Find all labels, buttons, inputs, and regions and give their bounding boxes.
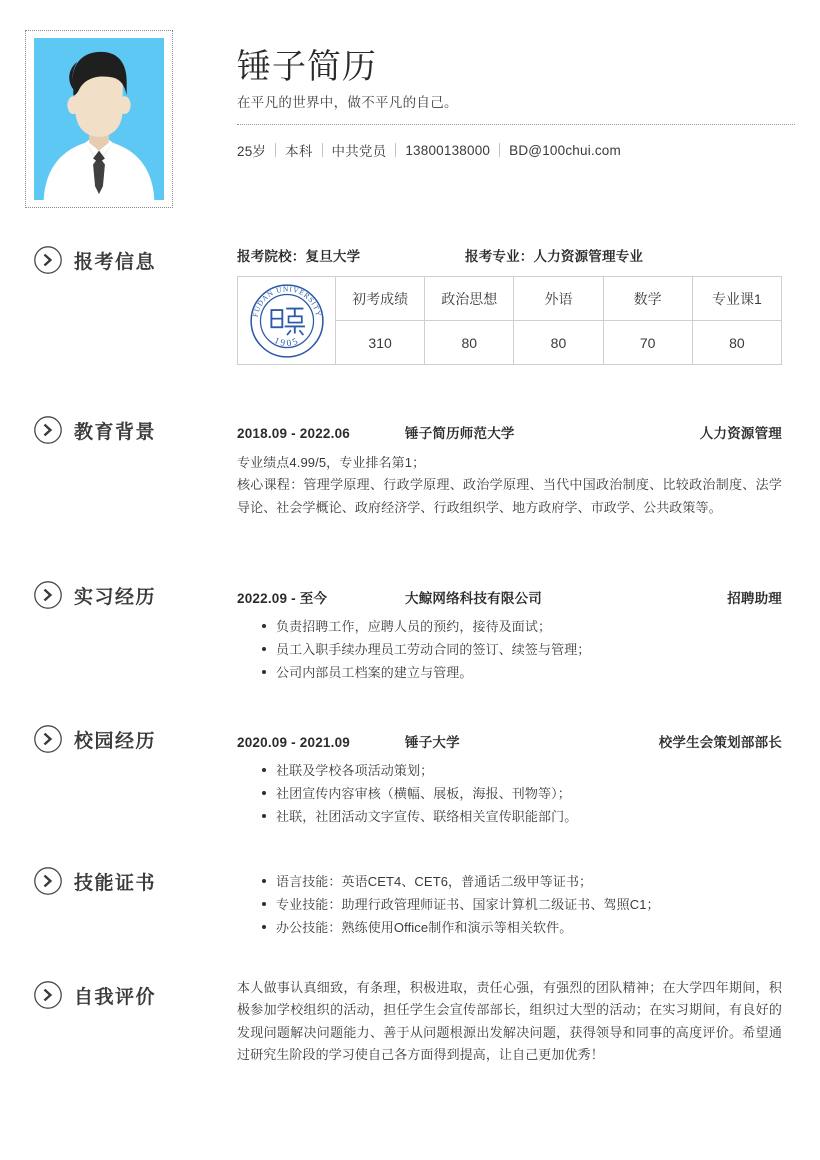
table-value-cell: 70 (603, 321, 692, 365)
contact-political-status: 中共党员 (331, 144, 387, 160)
internship-role: 招聘助理 (727, 591, 782, 606)
campus-role: 校学生会策划部部长 (658, 735, 782, 750)
internship-date: 2022.09 - 至今 (237, 591, 328, 606)
section-title-exam: 报考信息 (74, 251, 157, 273)
internship-company: 大鲸网络科技有限公司 (405, 591, 542, 606)
section-body-campus (237, 731, 782, 828)
university-logo-cell (238, 277, 336, 365)
list-item: 社联，社团活动文字宣传、联络相关宣传职能部门。 (262, 805, 782, 828)
list-item: 语言技能：英语CET4、CET6，普通话二级甲等证书； (262, 870, 782, 893)
list-item: 办公技能：熟练使用Office制作和演示等相关软件。 (262, 916, 782, 939)
section-title-internship: 实习经历 (74, 586, 157, 608)
table-value-cell: 80 (514, 321, 603, 365)
list-item: 公司内部员工档案的建立与管理。 (262, 661, 782, 684)
table-value-cell: 80 (692, 321, 781, 365)
section-body-exam (237, 245, 782, 365)
tagline: 在平凡的世界中，做不平凡的自己。 (237, 95, 458, 111)
contact-separator (499, 143, 500, 157)
list-item: 社团宣传内容审核（横幅、展板，海报、刊物等）； (262, 782, 782, 805)
table-header-cell: 专业课1 (692, 277, 781, 321)
chevron-right-circle-icon (33, 866, 63, 896)
education-school: 锤子简历师范大学 (405, 426, 515, 441)
exam-school-label: 报考院校：复旦大学 (237, 249, 361, 264)
section-header-exam (33, 245, 156, 275)
education-gpa-line: 专业绩点4.99/5，专业排名第1； (237, 455, 426, 470)
contact-separator (322, 143, 323, 157)
chevron-right-circle-icon (33, 724, 63, 754)
chevron-right-circle-icon (33, 245, 63, 275)
education-entry-header (237, 422, 782, 442)
contact-age: 25岁 (237, 144, 267, 160)
internship-duties (237, 615, 782, 684)
contact-info (237, 140, 795, 160)
section-title-education: 教育背景 (74, 421, 157, 443)
campus-date: 2020.09 - 2021.09 (237, 735, 350, 750)
contact-phone[interactable]: 13800138000 (405, 142, 491, 158)
page-title: 锤子简历 (237, 48, 377, 86)
fudan-university-seal-icon (248, 282, 326, 360)
education-date: 2018.09 - 2022.06 (237, 426, 350, 441)
svg-text:1905: 1905 (271, 335, 302, 349)
section-header-skills (33, 866, 156, 896)
person-photo-illustration-icon (34, 38, 164, 200)
contact-email[interactable]: BD@100chui.com (509, 142, 621, 158)
section-body-internship (237, 587, 782, 684)
contact-separator (275, 143, 276, 157)
avatar-frame (25, 30, 173, 208)
chevron-right-circle-icon (33, 580, 63, 610)
list-item: 负责招聘工作，应聘人员的预约，接待及面试； (262, 615, 782, 638)
contact-separator (395, 143, 396, 157)
section-header-education (33, 415, 156, 445)
table-value-cell: 80 (425, 321, 514, 365)
exam-major-label: 报考专业：人力资源管理专业 (465, 249, 644, 264)
campus-entry-header (237, 731, 782, 751)
table-header-cell: 数学 (603, 277, 692, 321)
header-divider (237, 124, 795, 126)
avatar (34, 38, 164, 200)
section-body-education (237, 422, 782, 519)
section-title-skills: 技能证书 (74, 872, 157, 894)
section-header-internship (33, 580, 156, 610)
section-header-self-evaluation (33, 980, 156, 1010)
contact-degree: 本科 (285, 144, 313, 160)
table-header-cell: 外语 (514, 277, 603, 321)
chevron-right-circle-icon (33, 980, 63, 1010)
section-title-self-evaluation: 自我评价 (74, 986, 157, 1008)
section-body-self-evaluation (237, 977, 782, 1066)
education-courses-line: 核心课程：管理学原理、行政学原理、政治学原理、当代中国政治制度、比较政治制度、法学导论、社会学概论、政府经济学、行政组织学、地方政府学、市政学、公共政策等。 (237, 477, 782, 515)
self-evaluation-text: 本人做事认真细致，有条理，积极进取，责任心强，有强烈的团队精神；在大学四年期间，积极参加学校组织的活动，担任学生会宣传部部长，组织过大型的活动；在实习期间，有良好的发现问题解决问题能力、善于从问题根源出发解决问题，获得领导和同事的高度评价。希望通过研究生阶段的学习使自己各方面得到提高，让自己更加优秀！ (237, 980, 782, 1063)
education-major: 人力资源管理 (699, 426, 782, 441)
section-header-campus (33, 724, 156, 754)
table-value-cell: 310 (336, 321, 425, 365)
list-item: 社联及学校各项活动策划； (262, 759, 782, 782)
section-body-skills (237, 862, 782, 939)
education-details (237, 452, 782, 519)
table-header-cell: 政治思想 (425, 277, 514, 321)
campus-school: 锤子大学 (405, 735, 460, 750)
skills-list (237, 870, 782, 939)
list-item: 员工入职手续办理员工劳动合同的签订、续签与管理； (262, 638, 782, 661)
campus-duties (237, 759, 782, 828)
list-item: 专业技能：助理行政管理师证书、国家计算机二级证书、驾照C1； (262, 893, 782, 916)
exam-score-table (237, 276, 782, 365)
table-header-cell: 初考成绩 (336, 277, 425, 321)
internship-entry-header (237, 587, 782, 607)
resume-header (0, 30, 820, 225)
header-text-block (237, 48, 795, 160)
svg-text:FUDAN UNIVERSITY: FUDAN UNIVERSITY (250, 283, 323, 318)
chevron-right-circle-icon (33, 415, 63, 445)
exam-target-labels (237, 245, 782, 265)
section-title-campus: 校园经历 (74, 730, 157, 752)
table-row (238, 277, 782, 321)
